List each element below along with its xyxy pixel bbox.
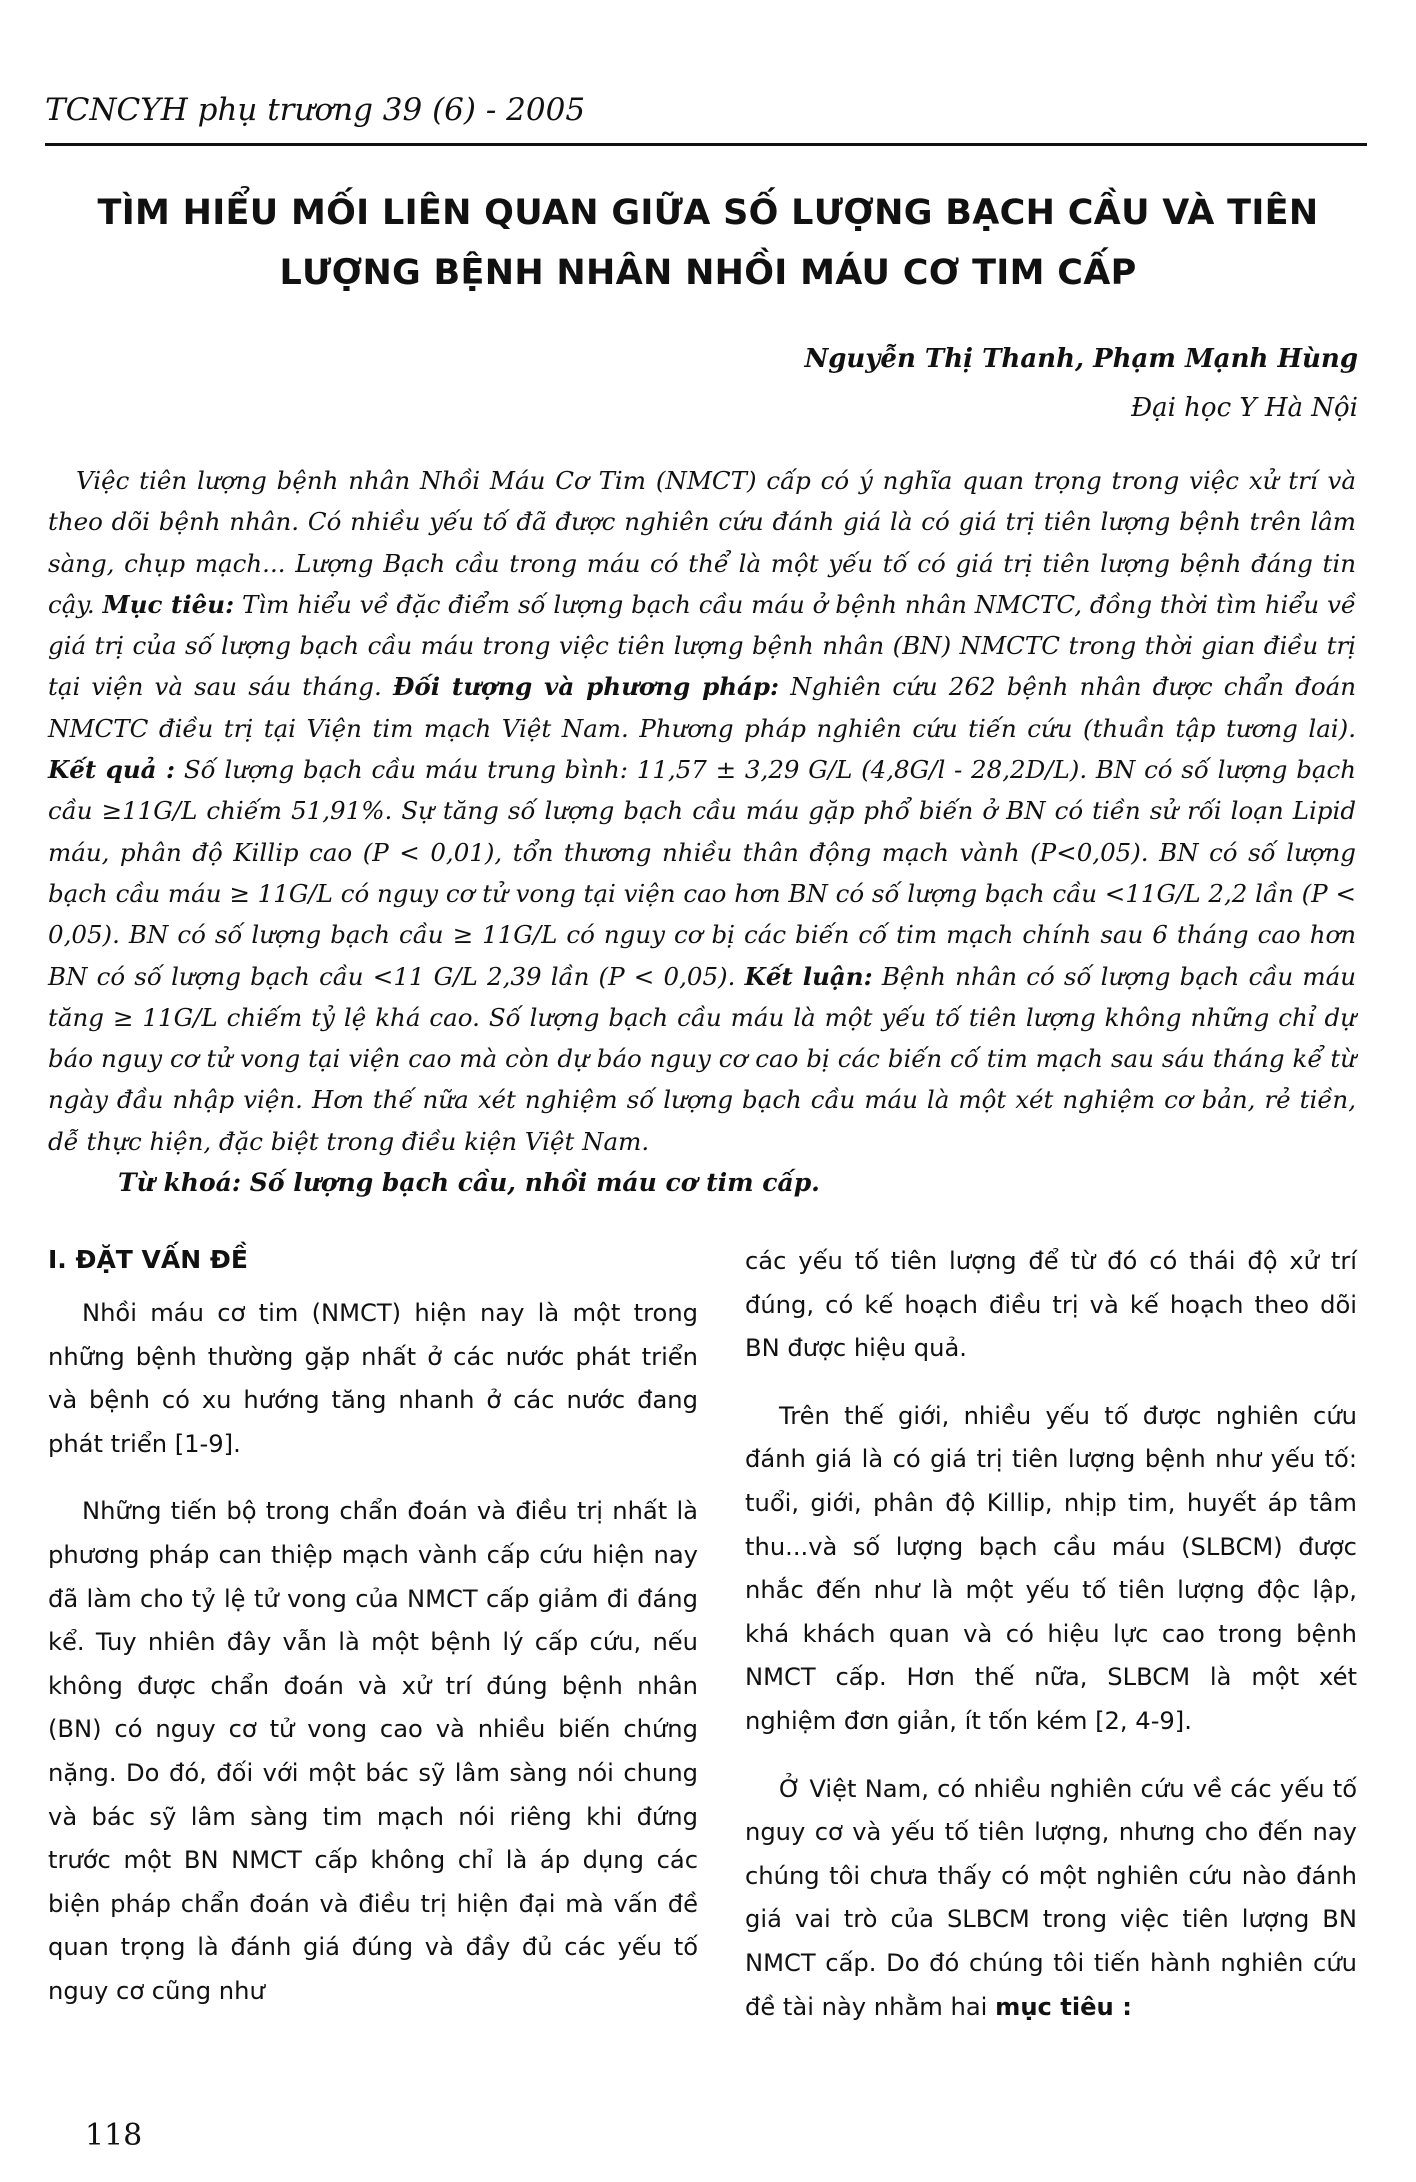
article-title: TÌM HIỂU MỐI LIÊN QUAN GIỮA SỐ LƯỢNG BẠCH CẦU VÀ TIÊN LƯỢNG BỆNH NHÂN NHỒI MÁU CƠ TIM CẤP [97, 193, 1319, 293]
left-column [48, 1240, 698, 2038]
methods-label: Đối tượng và phương pháp: [392, 672, 780, 702]
section-heading: I. ĐẶT VẤN ĐỀ [48, 1245, 248, 1274]
objective-label: Mục tiêu: [102, 589, 235, 619]
conclusion-text: Bệnh nhân có số lượng bạch cầu máu tăng ≥ 11G/L chiếm tỷ lệ khá cao. Số lượng bạch cầu máu là một yếu tố tiên lượng không những chỉ dự báo nguy cơ tử vong tại viện cao mà còn dự báo nguy cơ cao bị các biến cố tim mạch sau sáu tháng kể từ ngày đầu nhập viện. Hơn thế nữa xét nghiệm số lượng bạch cầu máu là một xét nghiệm cơ bản, rẻ tiền, dễ thực hiện, đặc biệt trong điều kiện Việt Nam. [48, 961, 1356, 1156]
methods-text: Nghiên cứu 262 bệnh nhân được chẩn đoán NMCTC điều trị tại Viện tim mạch Việt Nam. Phương pháp nghiên cứu tiến cứu (thuần tập tương lai). [48, 672, 1356, 743]
affiliation: Đại học Y Hà Nội [1131, 393, 1358, 423]
keywords: Từ khoá: Số lượng bạch cầu, nhồi máu cơ tim cấp. [118, 1168, 820, 1197]
abstract-paragraph [48, 460, 1356, 1162]
body-paragraph-continued: các yếu tố tiên lượng để từ đó có thái độ xử trí đúng, có kế hoạch điều trị và kế hoạch theo dõi BN được hiệu quả. [745, 1247, 1357, 1363]
running-head: TCNCYH phụ trương 39 (6) - 2005 [45, 92, 586, 128]
body-paragraph: Trên thế giới, nhiều yếu tố được nghiên cứu đánh giá là có giá trị tiên lượng bệnh như yếu tố: tuổi, giới, phân độ Killip, nhịp tim, huyết áp tâm thu...và số lượng bạch cầu máu (SLBCM) được nhắc đến như là một yếu tố tiên lượng độc lập, khá khách quan và có hiệu lực cao trong bệnh NMCT cấp. Hơn thế nữa, SLBCM là một xét nghiệm đơn giản, ít tốn kém [2, 4-9]. [745, 1401, 1357, 1735]
objective-text: Tìm hiểu về đặc điểm số lượng bạch cầu máu ở bệnh nhân NMCTC, đồng thời tìm hiểu về giá trị của số lượng bạch cầu máu trong việc tiên lượng bệnh nhân (BN) NMCTC trong thời gian điều trị tại viện và sau sáu tháng. [48, 589, 1356, 702]
results-text: Số lượng bạch cầu máu trung bình: 11,57 ± 3,29 G/L (4,8G/l - 28,2D/L). BN có số lượng bạch cầu ≥11G/L chiếm 51,91%. Sự tăng số lượng bạch cầu máu gặp phổ biến ở BN có tiền sử rối loạn Lipid máu, phân độ Killip cao (P < 0,01), tổn thương nhiều thân động mạch vành (P<0,05). BN có số lượng bạch cầu máu ≥ 11G/L có nguy cơ tử vong tại viện cao hơn BN có số lượng bạch cầu <11G/L 2,2 lần (P < 0,05). BN có số lượng bạch cầu ≥ 11G/L có nguy cơ bị các biến cố tim mạch chính sau 6 tháng cao hơn BN có số lượng bạch cầu <11 G/L 2,39 lần (P < 0,05). [48, 755, 1356, 991]
body-text: Ở Việt Nam, có nhiều nghiên cứu về các yếu tố nguy cơ và yếu tố tiên lượng, nhưng cho đến nay chúng tôi chưa thấy có một nghiên cứu nào đánh giá vai trò của SLBCM trong việc tiên lượng BN NMCT cấp. Do đó chúng tôi tiến hành nghiên cứu đề tài này nhằm hai [745, 1774, 1357, 2021]
abstract-intro: Việc tiên lượng bệnh nhân Nhồi Máu Cơ Tim (NMCT) cấp có ý nghĩa quan trọng trong việc xử trí và theo dõi bệnh nhân. Có nhiều yếu tố đã được nghiên cứu đánh giá là có giá trị tiên lượng bệnh trên lâm sàng, chụp mạch... Lượng Bạch cầu trong máu có thể là một yếu tố có giá trị tiên lượng bệnh đáng tin cậy. [48, 466, 1356, 619]
conclusion-label: Kết luận: [744, 961, 873, 991]
body-paragraph: Nhồi máu cơ tim (NMCT) hiện nay là một trong những bệnh thường gặp nhất ở các nước phát triển và bệnh có xu hướng tăng nhanh ở các nước đang phát triển [1-9]. [48, 1299, 698, 1458]
objective-emphasis: mục tiêu : [995, 1992, 1132, 2021]
authors: Nguyễn Thị Thanh, Phạm Mạnh Hùng [804, 344, 1358, 374]
body-paragraph: Những tiến bộ trong chẩn đoán và điều trị nhất là phương pháp can thiệp mạch vành cấp cứu hiện nay đã làm cho tỷ lệ tử vong của NMCT cấp giảm đi đáng kể. Tuy nhiên đây vẫn là một bệnh lý cấp cứu, nếu không được chẩn đoán và xử trí đúng bệnh nhân (BN) có nguy cơ tử vong cao và nhiều biến chứng nặng. Do đó, đối với một bác sỹ lâm sàng nói chung và bác sỹ lâm sàng tim mạch nói riêng khi đứng trước một BN NMCT cấp không chỉ là áp dụng các biện pháp chẩn đoán và điều trị hiện đại mà vấn đề quan trọng là đánh giá đúng và đầy đủ các yếu tố nguy cơ cũng như [48, 1497, 698, 2005]
body-paragraph [745, 1768, 1357, 2030]
header-rule [45, 143, 1367, 146]
page-number: 118 [85, 2118, 143, 2153]
right-column [745, 1240, 1357, 2053]
abstract [48, 460, 1356, 1162]
results-label: Kết quả : [48, 755, 176, 785]
